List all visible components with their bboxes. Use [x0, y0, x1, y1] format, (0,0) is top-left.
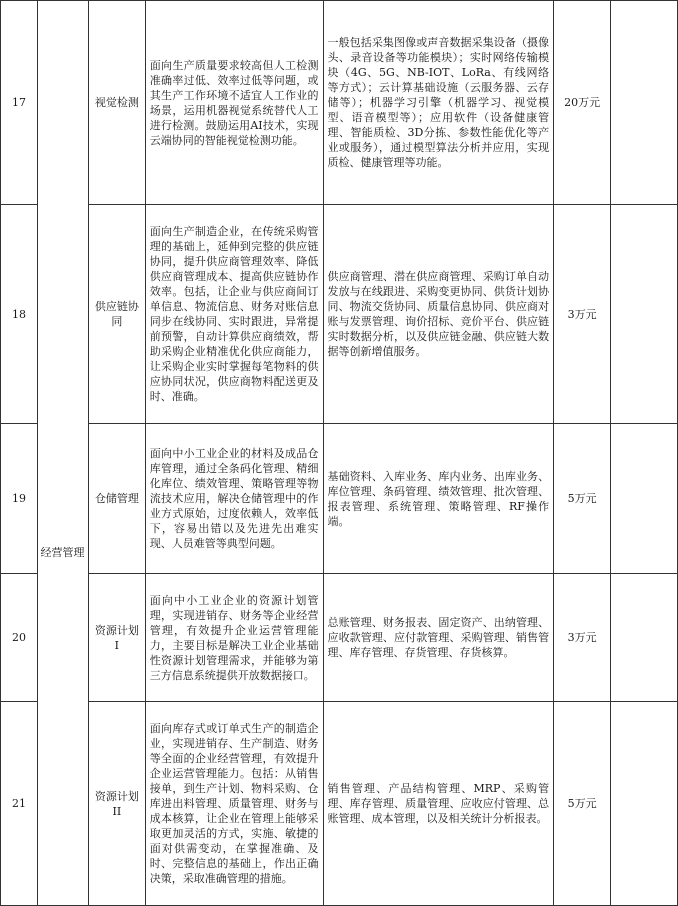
empty-cell — [611, 702, 678, 906]
features-text: 总账管理、财务报表、固定资产、出纳管理、应收款管理、应付款管理、采购管理、销售管理、库存管理、存货管理、存货核算。 — [327, 616, 550, 659]
description-text: 面向中小工业企业的资源计划管理，实现进销存、财务等企业经营管理，有效提升企业运营管理能力，主要目标是解决工业企业基础性资源计划管理需求，并能够为第三方信息系统提供开放数据接口。 — [149, 593, 319, 682]
table-row — [1, 702, 678, 906]
table-row — [1, 574, 678, 702]
description-text: 面向生产制造企业，在传统采购管理的基础上，延伸到完整的供应链协同，提升供应商管理效率、降低供应商管理成本、提高供应链协作效率。包括，让企业与供应商间订单信息、物流信息、财务对账信息同步在线协同、实时跟进，异常提前预警，自动计算供应商绩效，帮助采购企业精准优化供应商能力，让采购企业实时掌握每笔物料的供应协同状况，供应商物料配送更及时、准确。 — [149, 225, 319, 403]
product-description — [145, 1, 323, 205]
features-text: 基础资料、入库业务、库内业务、出库业务、库位管理、条码管理、绩效管理、批次管理、报表管理、系统管理、策略管理、RF操作端。 — [327, 469, 550, 528]
product-name: 供应链协同 — [88, 205, 145, 424]
table-row — [1, 424, 678, 574]
table-row — [1, 205, 678, 424]
empty-cell — [611, 205, 678, 424]
product-price: 5万元 — [554, 702, 611, 906]
product-description — [145, 702, 323, 906]
category-label: 经营管理 — [40, 546, 85, 559]
product-description — [145, 205, 323, 424]
row-number: 17 — [1, 1, 38, 205]
product-name: 视觉检测 — [88, 1, 145, 205]
description-text: 面向库存式或订单式生产的制造企业，实现进销存、生产制造、财务等全面的企业经营管理，有效提升企业运营管理能力。包括：从销售接单，到生产计划、物料采购、仓库进出料管理、质量管理、财务与成本核算，让企业在管理上能够采取更加灵活的方式，实施、敏捷的面对供需变动，在掌握准确、及时、完整信息的基础上，作出正确决策，采取准确管理的措施。 — [149, 722, 319, 885]
product-description — [145, 424, 323, 574]
product-price: 3万元 — [554, 205, 611, 424]
description-text: 面向生产质量要求较高但人工检测准确率过低、效率过低等问题，或其生产工作环境不适宜人工作业的场景，运用机器视觉系统替代人工进行检测。鼓励运用AI技术，实现云端协同的智能视觉检测功能。 — [149, 58, 319, 147]
features-text: 供应商管理、潜在供应商管理、采购订单自动发放与在线跟进、采购变更协同、供货计划协同、物流交货协同、质量信息协同、供应商对账与发票管理、询价招标、竞价平台、供应链实时数据分析，以及供应链金融、供应链大数据等创新增值服务。 — [327, 270, 550, 358]
product-price: 5万元 — [554, 424, 611, 574]
empty-cell — [611, 574, 678, 702]
product-features — [323, 424, 554, 574]
row-number: 20 — [1, 574, 38, 702]
product-features — [323, 574, 554, 702]
product-name: 仓储管理 — [88, 424, 145, 574]
row-number: 19 — [1, 424, 38, 574]
product-price: 3万元 — [554, 574, 611, 702]
row-number: 21 — [1, 702, 38, 906]
category-cell — [37, 1, 88, 906]
product-features — [323, 205, 554, 424]
product-name: 资源计划II — [88, 702, 145, 906]
product-features — [323, 702, 554, 906]
table-row — [1, 1, 678, 205]
features-text: 一般包括采集图像或声音数据采集设备（摄像头、录音设备等功能模块）；实时网络传输模块（4G、5G、NB-IOT、LoRa、有线网络等方式）；云计算基础设施（云服务器、云存储等）；机器学习引擎（机器学习、视觉模型、语音模型等）；应用软件（设备健康管理、智能质检、3D分拣、参数性能优化等产业或服务），通过模型算法分析并应用，实现质检、健康管理等功能。 — [327, 36, 550, 169]
product-description — [145, 574, 323, 702]
product-price: 20万元 — [554, 1, 611, 205]
features-text: 销售管理、产品结构管理、MRP、采购管理、库存管理、质量管理、应收应付管理、总账管理、成本管理，以及相关统计分析报表。 — [327, 782, 550, 825]
row-number: 18 — [1, 205, 38, 424]
empty-cell — [611, 1, 678, 205]
product-name: 资源计划I — [88, 574, 145, 702]
description-text: 面向中小工业企业的材料及成品仓库管理，通过全条码化管理、精细化库位、绩效管理、策略管理等物流技术应用，解决仓储管理中的作业方式原始，过度依赖人，效率低下，容易出错以及先进先出难实现、人员难管等典型问题。 — [149, 447, 319, 550]
empty-cell — [611, 424, 678, 574]
product-features — [323, 1, 554, 205]
